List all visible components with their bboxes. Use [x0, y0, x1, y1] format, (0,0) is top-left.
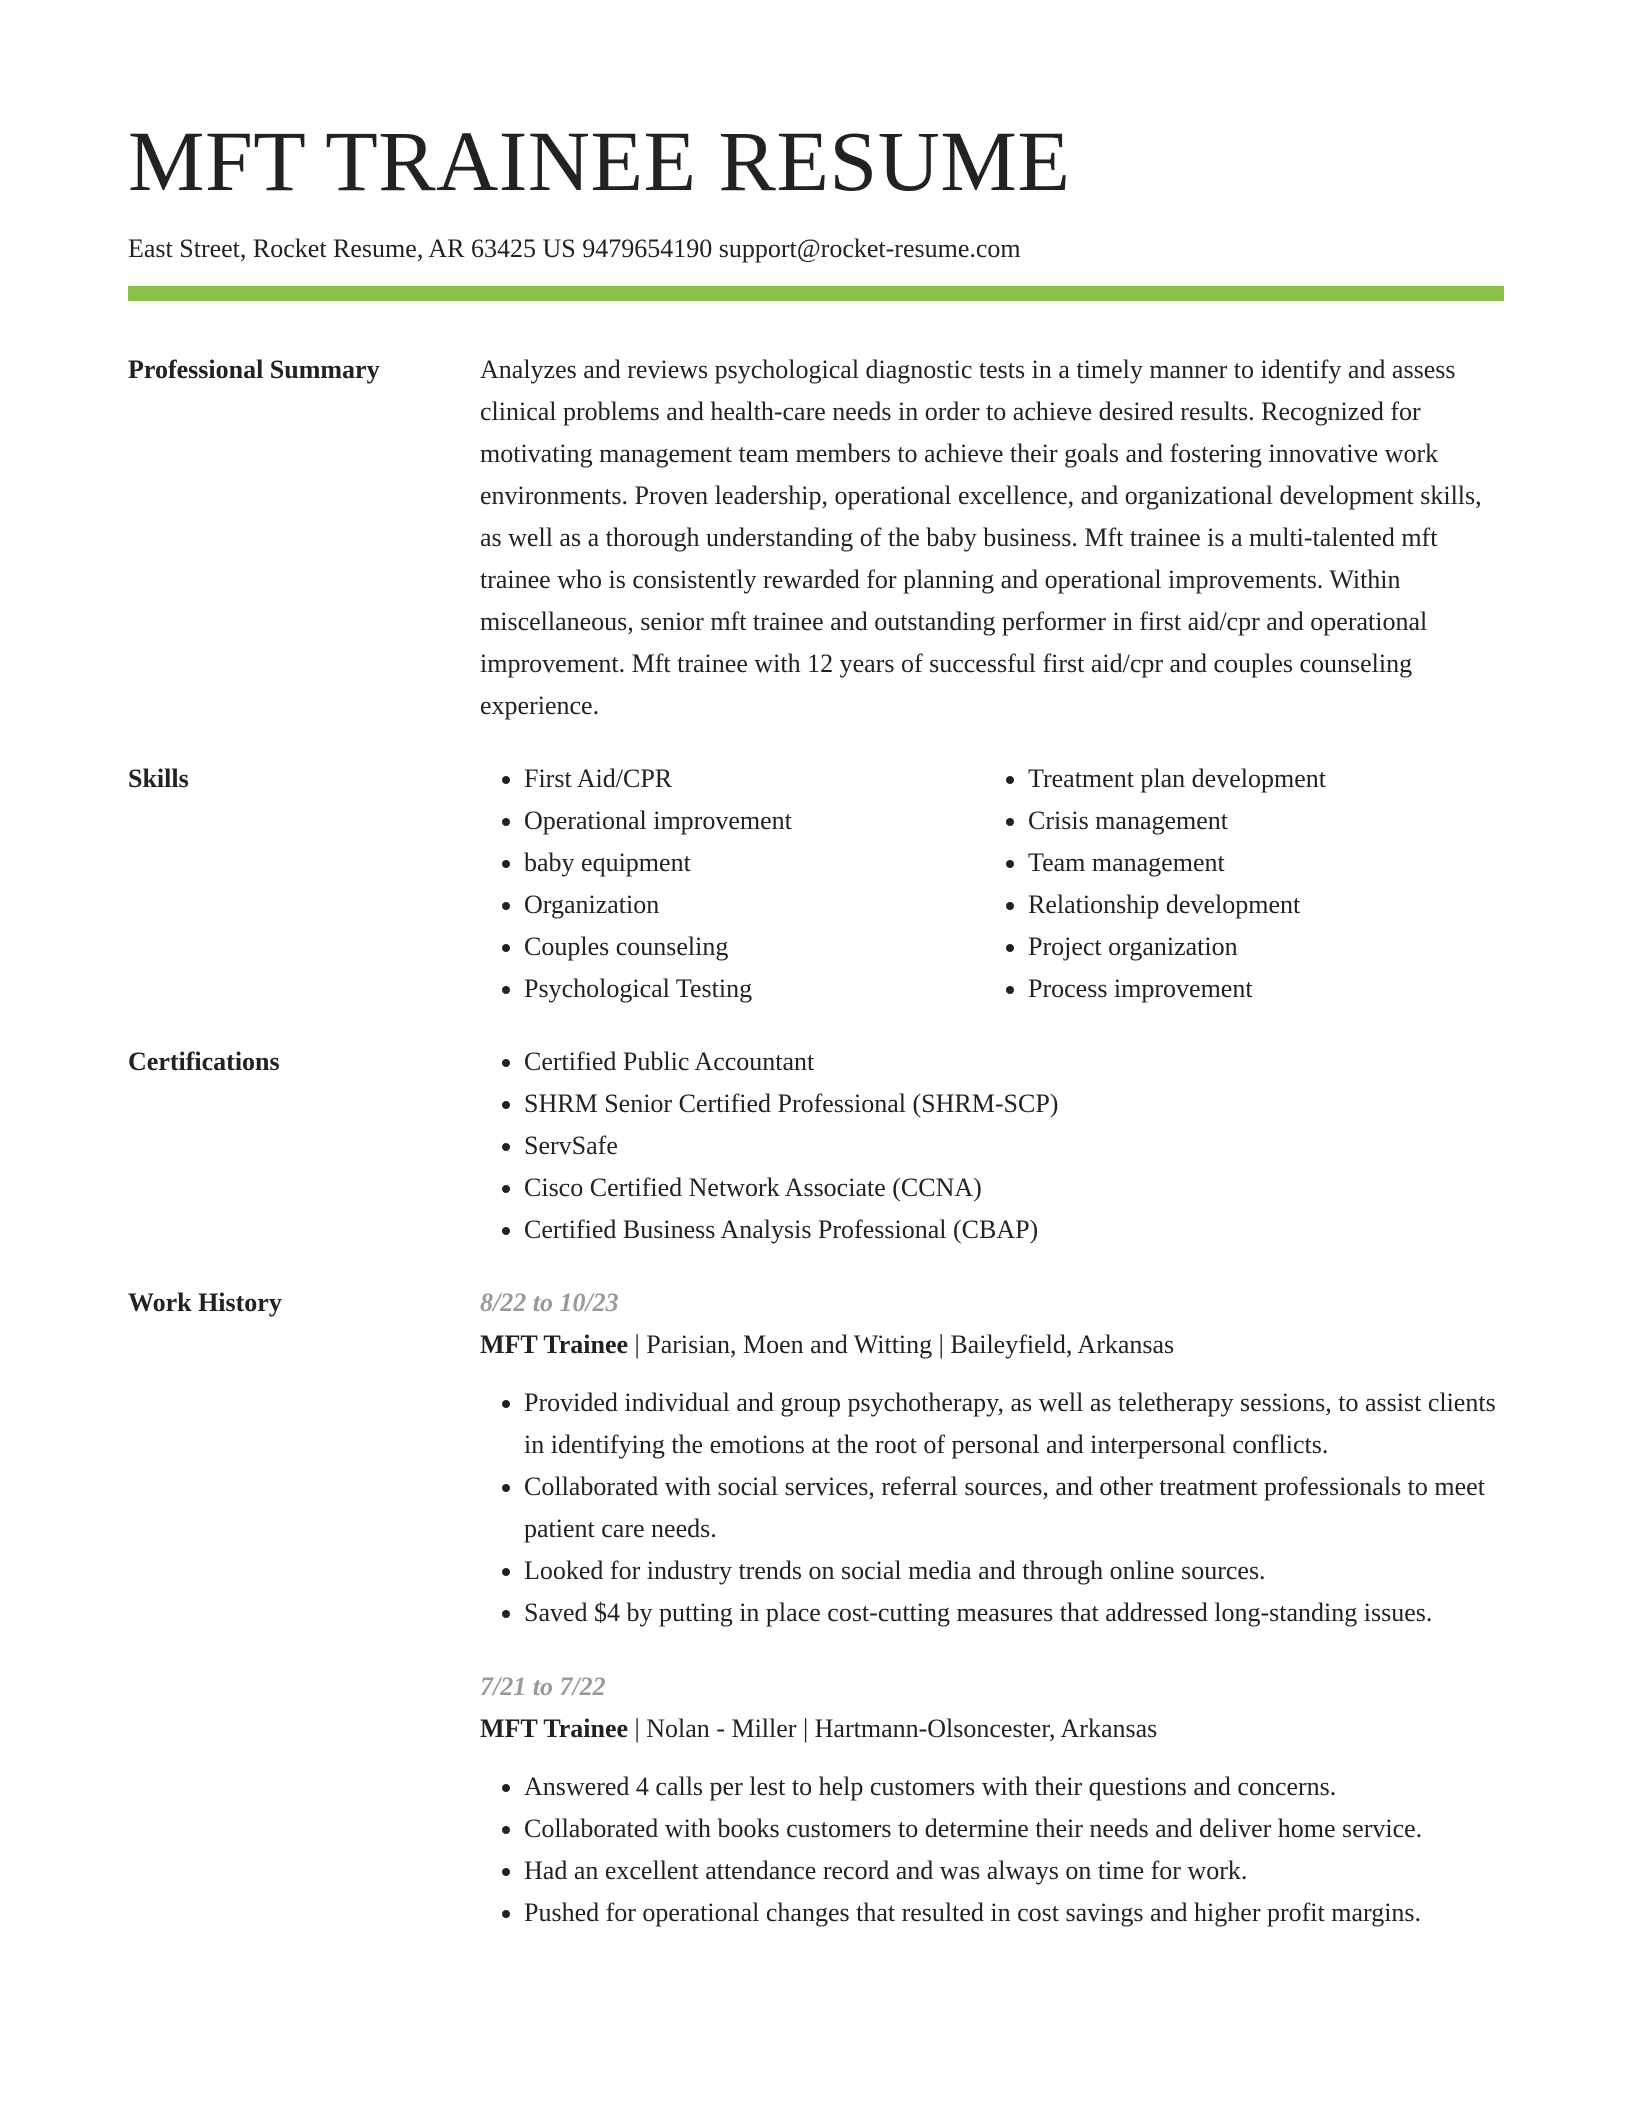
- job-title: MFT Trainee: [480, 1330, 629, 1359]
- skill-item: • Team management: [1028, 842, 1488, 884]
- certification-item: • Certified Business Analysis Professional (CBAP): [524, 1209, 1504, 1251]
- certifications-body: [480, 1041, 1504, 1251]
- skill-item: • Operational improvement: [524, 800, 984, 842]
- certifications-section: [128, 1041, 1504, 1251]
- job-bullets: [480, 1766, 1504, 1934]
- skill-item: • Treatment plan development: [1028, 758, 1488, 800]
- job-dates: 7/21 to 7/22: [480, 1672, 606, 1701]
- contact-info: East Street, Rocket Resume, AR 63425 US 9479654190 support@rocket-resume.com: [128, 234, 1021, 263]
- job-header: [480, 1324, 1504, 1366]
- skill-item: • Organization: [524, 884, 984, 926]
- job-entry: [480, 1282, 1504, 1634]
- skills-list-right: [984, 758, 1488, 1010]
- skill-item: • Psychological Testing: [524, 968, 984, 1010]
- job-bullet: • Looked for industry trends on social media and through online sources.: [524, 1550, 1504, 1592]
- job-bullet: • Saved $4 by putting in place cost-cutting measures that addressed long-standing issues.: [524, 1592, 1504, 1634]
- job-bullet: • Provided individual and group psychotherapy, as well as teletherapy sessions, to assist clients in identifying the emotions at the root of personal and interpersonal conflicts.: [524, 1382, 1504, 1466]
- certification-item: • Certified Public Accountant: [524, 1041, 1504, 1083]
- job-bullet: • Collaborated with social services, referral sources, and other treatment professionals to meet patient care needs.: [524, 1466, 1504, 1550]
- certification-item: • Cisco Certified Network Associate (CCNA): [524, 1167, 1504, 1209]
- job-bullet: • Collaborated with books customers to determine their needs and deliver home service.: [524, 1808, 1504, 1850]
- work-history-heading: Work History: [128, 1288, 282, 1317]
- skill-item: • Project organization: [1028, 926, 1488, 968]
- job-details: | Nolan - Miller | Hartmann-Olsoncester, Arkansas: [628, 1714, 1158, 1743]
- job-bullets: [480, 1382, 1504, 1634]
- resume-title: MFT TRAINEE RESUME: [128, 113, 1071, 209]
- job-header: [480, 1708, 1504, 1750]
- skills-heading: Skills: [128, 764, 189, 793]
- certifications-heading: Certifications: [128, 1047, 280, 1076]
- certifications-list: [480, 1041, 1504, 1251]
- job-entry: [480, 1666, 1504, 1934]
- skill-item: • baby equipment: [524, 842, 984, 884]
- certification-item: • ServSafe: [524, 1125, 1504, 1167]
- resume-sections: [128, 349, 1504, 1934]
- skills-list-left: [480, 758, 984, 1010]
- skills-lists: [480, 758, 1504, 1010]
- work-history-body: [480, 1282, 1504, 1934]
- job-bullet: • Had an excellent attendance record and was always on time for work.: [524, 1850, 1504, 1892]
- summary-text: Analyzes and reviews psychological diagnostic tests in a timely manner to identify and assess clinical problems and health-care needs in order to achieve desired results. Recognized for motivating management team members to achieve their goals and fostering innovative work environments. Proven leadership, operational excellence, and organizational development skills, as well as a thorough understanding of the baby business. Mft trainee is a multi-talented mft trainee who is consistently rewarded for planning and operational improvements. Within miscellaneous, senior mft trainee and outstanding performer in first aid/cpr and operational improvement. Mft trainee with 12 years of successful first aid/cpr and couples counseling experience.: [480, 355, 1482, 720]
- skill-item: • Process improvement: [1028, 968, 1488, 1010]
- job-details: | Parisian, Moen and Witting | Baileyfield, Arkansas: [628, 1330, 1175, 1359]
- summary-section: [128, 349, 1504, 727]
- skill-item: • Relationship development: [1028, 884, 1488, 926]
- certification-item: • SHRM Senior Certified Professional (SHRM-SCP): [524, 1083, 1504, 1125]
- summary-body: [480, 349, 1504, 727]
- job-bullet: • Answered 4 calls per lest to help customers with their questions and concerns.: [524, 1766, 1504, 1808]
- skill-item: • Crisis management: [1028, 800, 1488, 842]
- summary-heading: Professional Summary: [128, 355, 380, 384]
- job-bullet: • Pushed for operational changes that resulted in cost savings and higher profit margins.: [524, 1892, 1504, 1934]
- job-title: MFT Trainee: [480, 1714, 629, 1743]
- work-history-section: [128, 1282, 1504, 1934]
- accent-rule: [128, 286, 1504, 301]
- skill-item: • First Aid/CPR: [524, 758, 984, 800]
- skills-section: [128, 758, 1504, 1010]
- skill-item: • Couples counseling: [524, 926, 984, 968]
- job-dates: 8/22 to 10/23: [480, 1288, 619, 1317]
